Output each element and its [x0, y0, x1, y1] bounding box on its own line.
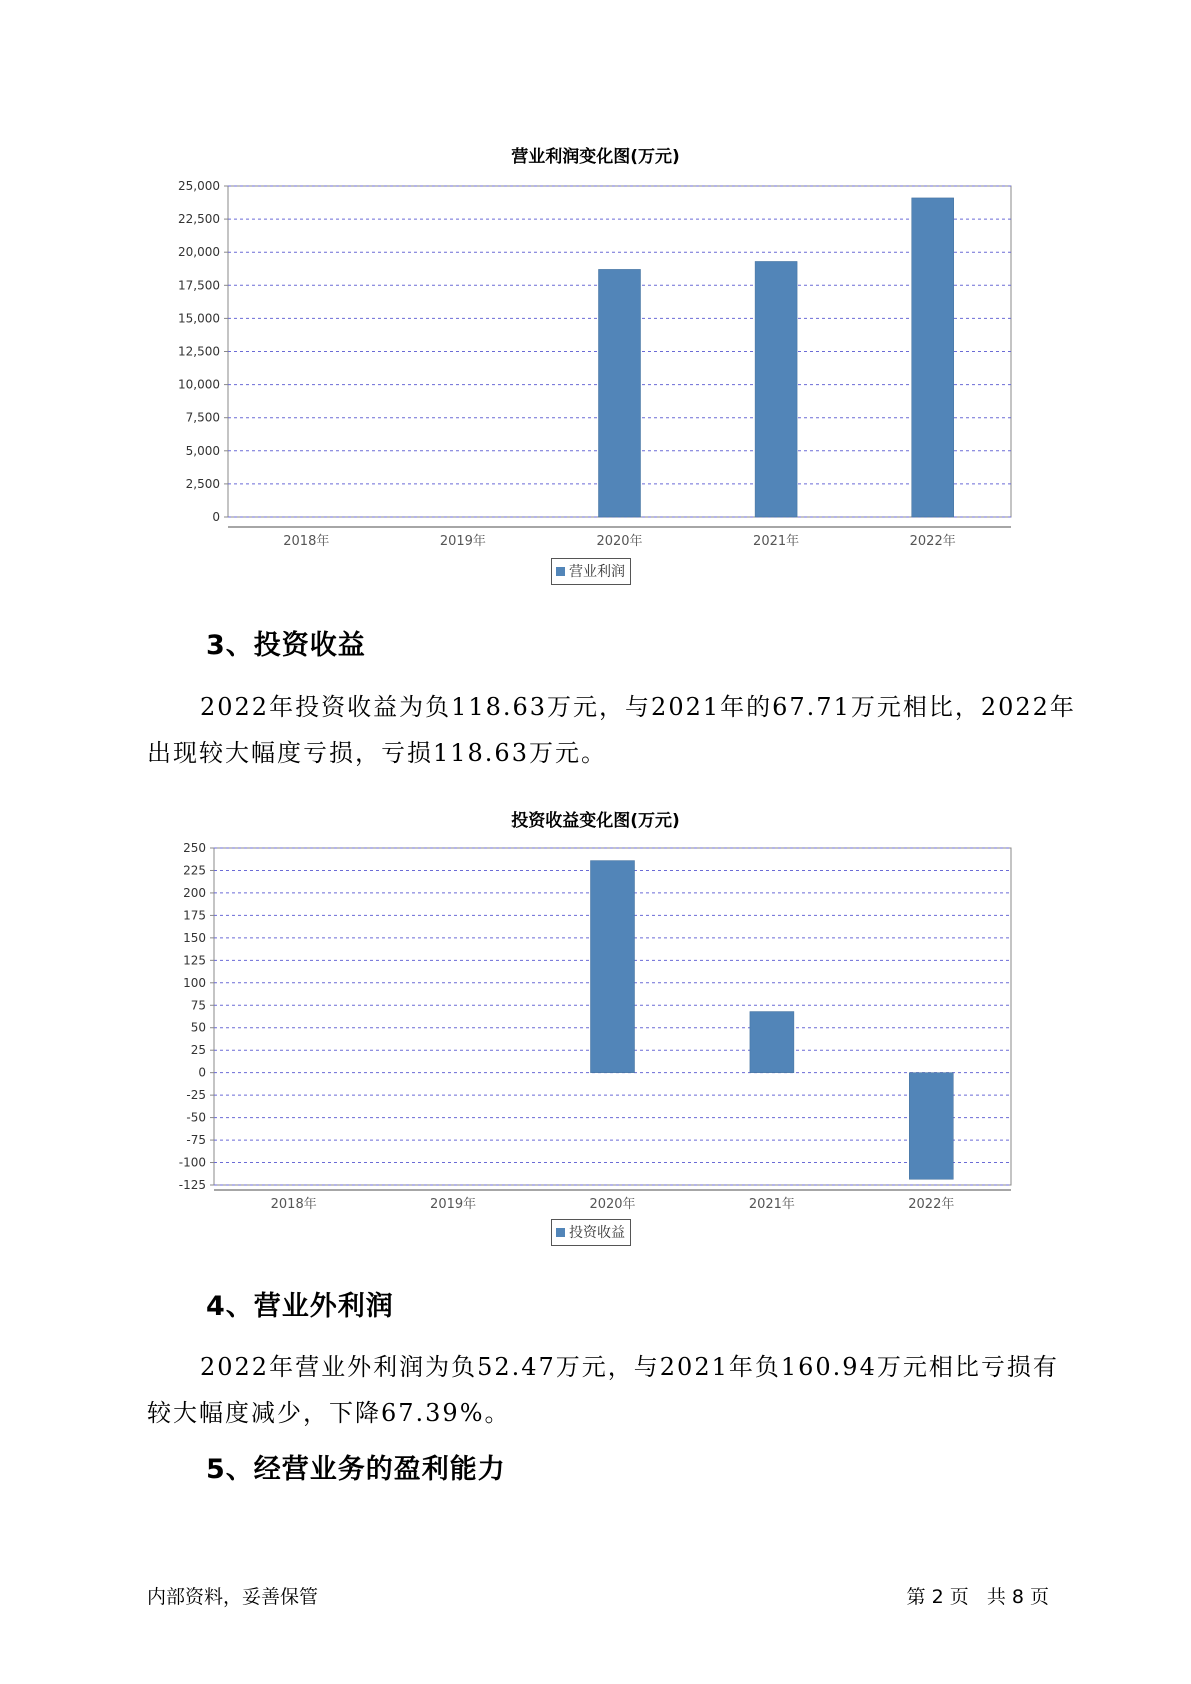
y-tick-label: 5,000 — [185, 443, 220, 458]
y-tick-label: -100 — [178, 1155, 206, 1170]
footer-confidential-note: 内部资料，妥善保管 — [147, 1586, 319, 1608]
section-5-heading: 5、经营业务的盈利能力 — [206, 1454, 506, 1485]
section-3-paragraph — [147, 684, 1076, 776]
y-tick-label: -50 — [186, 1110, 206, 1125]
operating-profit-chart — [0, 160, 1191, 549]
x-tick-label: 2020年 — [589, 1197, 636, 1212]
paragraph-line: 2022年投资收益为负118.63万元，与2021年的67.71万元相比，2022年 — [200, 693, 1076, 721]
y-tick-label: 17,500 — [178, 278, 220, 293]
bar — [909, 1073, 953, 1180]
y-tick-label: 250 — [183, 841, 206, 855]
legend-swatch — [556, 567, 565, 576]
x-tick-label: 2020年 — [596, 534, 643, 549]
section-4-heading: 4、营业外利润 — [206, 1291, 394, 1322]
y-tick-label: 7,500 — [185, 410, 220, 425]
x-tick-label: 2021年 — [753, 534, 800, 549]
y-tick-label: -125 — [178, 1178, 206, 1192]
y-tick-label: 100 — [183, 975, 206, 990]
y-tick-label: 25,000 — [178, 179, 220, 193]
bar — [599, 269, 641, 517]
y-tick-label: 200 — [183, 885, 206, 900]
x-tick-label: 2019年 — [430, 1197, 477, 1212]
y-tick-label: 50 — [190, 1020, 206, 1035]
y-tick-label: 75 — [190, 998, 206, 1013]
section-4-paragraph — [147, 1344, 1057, 1436]
y-tick-label: 10,000 — [178, 377, 220, 392]
chart-title-investment-income: 投资收益变化图(万元) — [511, 811, 680, 831]
bar — [591, 861, 635, 1073]
x-tick-label: 2021年 — [748, 1197, 795, 1212]
x-tick-label: 2022年 — [908, 1197, 955, 1212]
y-tick-label: 0 — [198, 1065, 206, 1080]
investment-income-chart — [0, 830, 1191, 1210]
y-tick-label: 20,000 — [178, 245, 220, 260]
y-tick-label: 150 — [183, 930, 206, 945]
y-tick-label: -25 — [186, 1088, 206, 1103]
bar — [750, 1012, 794, 1073]
footer-page-number: 第 2 页 共 8 页 — [906, 1586, 1049, 1608]
legend-label: 营业利润 — [569, 564, 625, 580]
y-tick-label: 225 — [183, 863, 206, 878]
section-3-heading: 3、投资收益 — [206, 630, 366, 661]
y-tick-label: -75 — [186, 1133, 206, 1148]
y-tick-label: 125 — [183, 953, 206, 968]
y-tick-label: 15,000 — [178, 311, 220, 326]
y-tick-label: 22,500 — [178, 212, 220, 227]
legend-swatch — [556, 1228, 565, 1237]
chart-title-operating-profit: 营业利润变化图(万元) — [511, 147, 680, 167]
y-tick-label: 12,500 — [178, 344, 220, 359]
y-tick-label: 2,500 — [185, 476, 220, 491]
bar — [755, 261, 797, 517]
chart-legend-operating-profit — [551, 558, 631, 585]
legend-label: 投资收益 — [569, 1225, 625, 1241]
y-tick-label: 175 — [183, 908, 206, 923]
y-tick-label: 25 — [190, 1043, 206, 1058]
chart-legend-investment-income — [551, 1219, 631, 1246]
x-tick-label: 2018年 — [283, 534, 330, 549]
paragraph-line: 2022年营业外利润为负52.47万元，与2021年负160.94万元相比亏损有 — [200, 1353, 1059, 1381]
x-tick-label: 2022年 — [909, 534, 956, 549]
x-tick-label: 2018年 — [270, 1197, 317, 1212]
y-tick-label: 0 — [212, 510, 220, 524]
x-tick-label: 2019年 — [439, 534, 486, 549]
paragraph-line: 较大幅度减少，下降67.39%。 — [147, 1399, 511, 1427]
paragraph-line: 出现较大幅度亏损，亏损118.63万元。 — [147, 739, 607, 767]
bar — [912, 198, 954, 517]
